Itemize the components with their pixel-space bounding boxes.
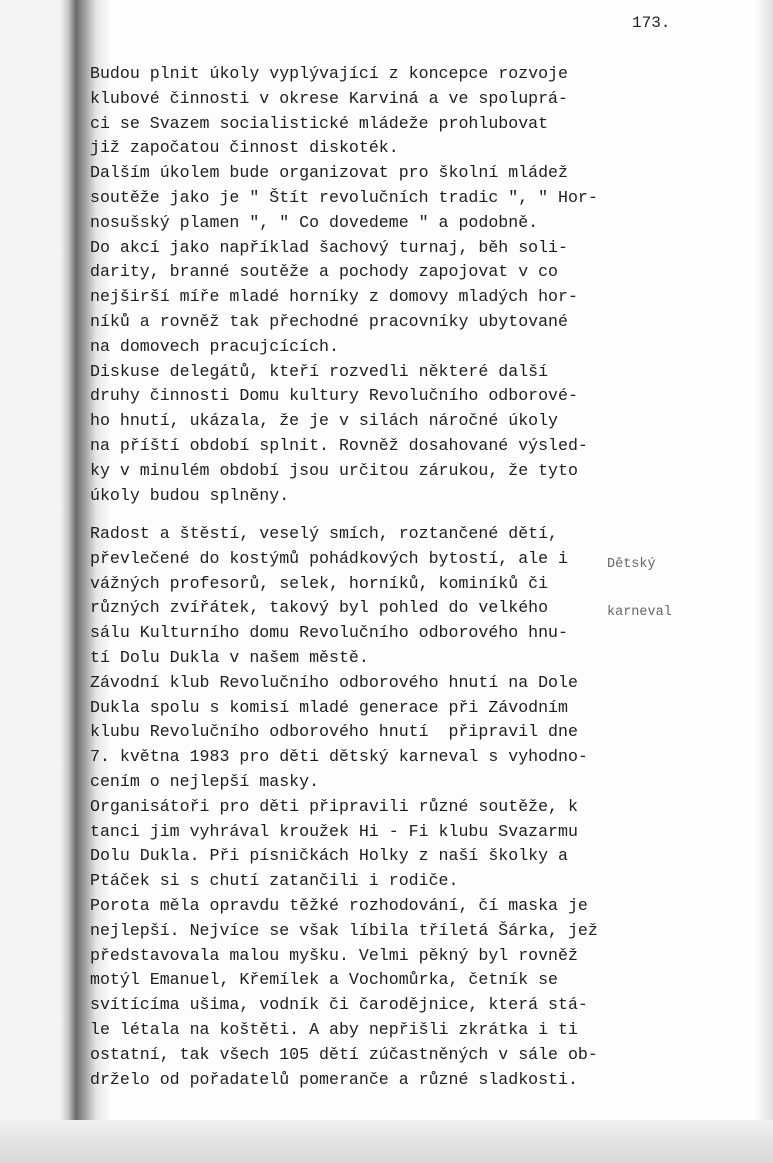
text-line: nejširší míře mladé horníky z domovy mladých hor- — [90, 287, 578, 307]
text-line: klubové činnosti v okrese Karviná a ve spoluprá- — [90, 88, 568, 108]
text-line: převlečené do kostýmů pohádkových bytostí, ale i — [90, 548, 568, 568]
text-line: motýl Emanuel, Křemílek a Vochomůrka, četník se — [90, 970, 559, 990]
page-number: 173. — [632, 14, 671, 32]
text-line: cením o nejlepší masky. — [90, 771, 320, 791]
text-line: úkoly budou splněny. — [90, 485, 290, 505]
margin-note-line: karneval — [607, 605, 672, 620]
text-line: již započatou činnost diskoték. — [90, 138, 399, 158]
text-line: různých zvířátek, takový byl pohled do velkého — [90, 598, 549, 618]
text-line: svítícíma ušima, vodník či čarodějnice, která stá- — [90, 995, 588, 1015]
text-line: ky v minulém období jsou určitou zárukou, že tyto — [90, 460, 578, 480]
text-line: tí Dolu Dukla v našem městě. — [90, 647, 369, 667]
section-children-carnival — [90, 522, 598, 1092]
text-line: Závodní klub Revolučního odborového hnutí na Dole — [90, 672, 578, 692]
text-line: ho hnutí, ukázala, že je v silách náročné úkoly — [90, 411, 559, 431]
text-line: nosušský plamen ", " Co dovedeme " a podobně. — [90, 212, 539, 232]
text-line: tanci jim vyhrával kroužek Hi - Fi klubu Svazarmu — [90, 821, 578, 841]
text-line: Dalším úkolem bude organizovat pro školní mládež — [90, 163, 568, 183]
text-line: ostatní, tak všech 105 dětí zúčastněných v sále ob- — [90, 1044, 598, 1064]
text-line: na příští období splnit. Rovněž dosahované výsled- — [90, 435, 588, 455]
text-line: darity, branné soutěže a pochody zapojovat v co — [90, 262, 559, 282]
text-line: soutěže jako je " Štít revolučních tradic ", " Hor- — [90, 187, 598, 207]
margin-note-line: Dětský — [607, 557, 656, 572]
text-line: Radost a štěstí, veselý smích, roztančené dětí, — [90, 524, 559, 543]
text-line: Dukla spolu s komisí mladé generace při Závodním — [90, 697, 568, 717]
text-line: Diskuse delegátů, kteří rozvedli některé další — [90, 361, 549, 381]
text-line: Budou plnit úkoly vyplývající z koncepce rozvoje — [90, 64, 568, 83]
text-line: 7. května 1983 pro děti dětský karneval s vyhodno- — [90, 747, 588, 767]
text-line: druhy činnosti Domu kultury Revolučního odborové- — [90, 386, 578, 406]
text-line: níků a rovněž tak přechodné pracovníky ubytované — [90, 311, 568, 331]
text-line: na domovech pracujcících. — [90, 336, 339, 356]
text-line: le létala na koštěti. A aby nepřišli zkrátka i ti — [90, 1019, 578, 1039]
text-line: ci se Svazem socialistické mládeže prohlubovat — [90, 113, 549, 133]
page-bottom-edge — [0, 1120, 773, 1163]
text-line: klubu Revolučního odborového hnutí připravil dne — [90, 722, 578, 742]
text-line: nejlepší. Nejvíce se však líbila tříletá Šárka, jež — [90, 920, 598, 940]
text-line: Ptáček si s chutí zatančili i rodiče. — [90, 871, 459, 891]
text-line: vážných profesorů, selek, horníků, kominíků či — [90, 573, 549, 593]
text-line: drželo od pořadatelů pomeranče a různé sladkosti. — [90, 1069, 578, 1089]
section-club-activities — [90, 62, 598, 508]
text-line: Do akcí jako například šachový turnaj, běh soli- — [90, 237, 568, 257]
text-line: Porota měla opravdu těžké rozhodování, čí maska je — [90, 895, 588, 915]
text-line: Dolu Dukla. Při písničkách Holky z naší školky a — [90, 846, 568, 866]
text-line: Organisátoři pro děti připravili různé soutěže, k — [90, 796, 578, 816]
text-line: sálu Kulturního domu Revolučního odborového hnu- — [90, 623, 568, 643]
text-line: představovala malou myšku. Velmi pěkný byl rovněž — [90, 945, 578, 965]
margin-note — [607, 525, 672, 637]
